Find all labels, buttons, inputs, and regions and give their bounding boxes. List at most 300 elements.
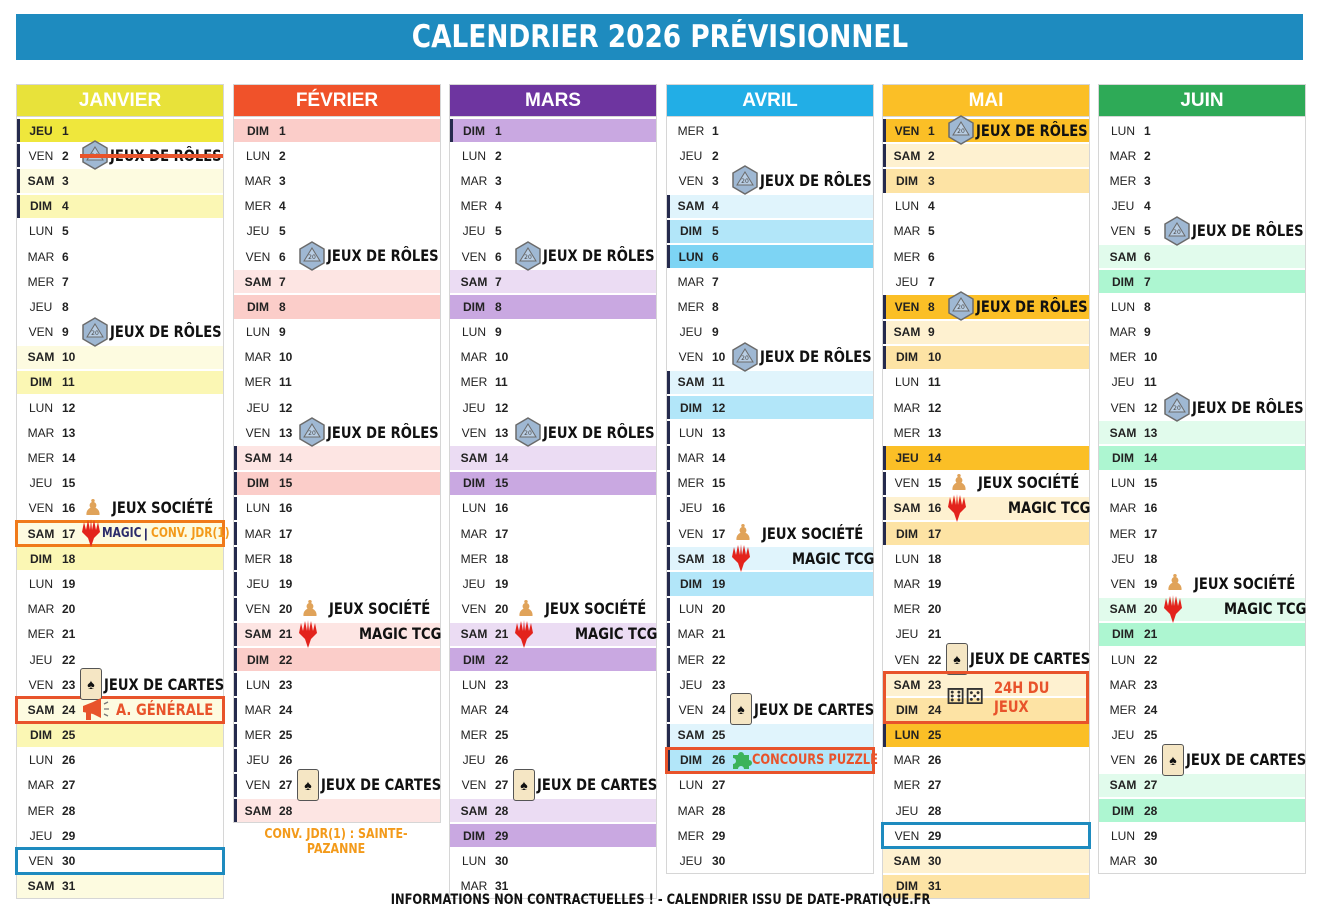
- day-row[interactable]: [667, 396, 873, 419]
- day-number: 10: [1144, 350, 1158, 365]
- day-row[interactable]: [883, 724, 1089, 747]
- event-ag[interactable]: [80, 692, 223, 726]
- day-of-week: MER: [677, 299, 705, 314]
- day-number: 2: [279, 148, 286, 163]
- day-row[interactable]: [667, 472, 873, 495]
- day-row[interactable]: [17, 522, 230, 545]
- day-row[interactable]: [234, 169, 440, 192]
- event-magic[interactable]: [1162, 592, 1305, 626]
- svg-text:20: 20: [91, 329, 99, 337]
- day-row[interactable]: [1099, 472, 1305, 495]
- day-of-week: DIM: [30, 551, 52, 566]
- day-row[interactable]: [667, 648, 873, 671]
- day-of-week: DIM: [463, 123, 485, 138]
- day-row[interactable]: [450, 371, 656, 394]
- day-row[interactable]: [17, 598, 223, 621]
- day-row[interactable]: [450, 195, 656, 218]
- day-of-week: LUN: [1110, 652, 1135, 667]
- day-of-week: VEN: [245, 778, 271, 793]
- day-row[interactable]: [1099, 799, 1305, 822]
- day-row[interactable]: [1099, 421, 1305, 444]
- event-cartes[interactable]: [297, 768, 440, 802]
- day-row[interactable]: [1099, 270, 1305, 293]
- day-row[interactable]: [234, 522, 440, 545]
- day-row[interactable]: [234, 446, 440, 469]
- day-of-week: SAM: [244, 627, 272, 642]
- day-row[interactable]: [883, 245, 1089, 268]
- day-row[interactable]: [450, 346, 656, 369]
- day-row[interactable]: [450, 295, 656, 318]
- day-row[interactable]: [17, 371, 223, 394]
- day-row[interactable]: [1099, 169, 1305, 192]
- separator: |: [144, 525, 148, 541]
- day-of-week: LUN: [28, 753, 53, 768]
- day-row[interactable]: [450, 849, 656, 872]
- day-row[interactable]: [1099, 849, 1305, 872]
- day-row[interactable]: [667, 698, 873, 721]
- day-row[interactable]: [1099, 446, 1305, 469]
- day-of-week: MER: [893, 778, 921, 793]
- day-number: 3: [928, 173, 935, 188]
- day-row[interactable]: [667, 598, 873, 621]
- day-of-week: JEU: [462, 224, 486, 239]
- day-row[interactable]: [667, 270, 873, 293]
- day-of-week: VEN: [1110, 224, 1136, 239]
- playing-card-icon: ♠: [80, 668, 102, 700]
- day-row[interactable]: [17, 245, 223, 268]
- day-row[interactable]: [883, 648, 1089, 671]
- day-row[interactable]: [450, 321, 656, 344]
- day-row[interactable]: [883, 144, 1089, 167]
- day-row[interactable]: [450, 169, 656, 192]
- day-row[interactable]: [17, 698, 223, 721]
- day-row[interactable]: [667, 195, 873, 218]
- event-puzzle[interactable]: [730, 743, 878, 777]
- day-number: 12: [712, 400, 726, 415]
- day-row[interactable]: [234, 698, 440, 721]
- day-of-week: DIM: [896, 526, 918, 541]
- day-number: 21: [712, 627, 726, 642]
- day-of-week: MER: [244, 551, 272, 566]
- day-row[interactable]: [450, 698, 656, 721]
- event-cartes[interactable]: [730, 692, 873, 726]
- event-jdr[interactable]: [946, 113, 1089, 147]
- day-row[interactable]: [234, 346, 440, 369]
- day-row[interactable]: [883, 169, 1089, 192]
- day-row[interactable]: [667, 119, 873, 142]
- day-row[interactable]: [17, 623, 223, 646]
- day-number: 27: [1144, 778, 1158, 793]
- day-row[interactable]: [234, 245, 440, 268]
- day-row[interactable]: [667, 421, 873, 444]
- day-number: 10: [495, 350, 509, 365]
- day-row[interactable]: [234, 119, 440, 142]
- day-of-week: MER: [1109, 350, 1137, 365]
- event-jdr[interactable]: [730, 163, 873, 197]
- day-row[interactable]: [450, 623, 656, 646]
- day-row[interactable]: [667, 446, 873, 469]
- event-magic[interactable]: [297, 617, 440, 651]
- day-row[interactable]: [234, 648, 440, 671]
- day-number: 29: [62, 828, 76, 843]
- day-row[interactable]: [1099, 673, 1305, 696]
- event-magic-convention[interactable]: [80, 516, 230, 550]
- day-of-week: JEU: [29, 652, 53, 667]
- day-of-week: JEU: [679, 677, 703, 692]
- day-of-week: MER: [1109, 702, 1137, 717]
- day-number: 3: [1144, 173, 1151, 188]
- day-of-week: DIM: [247, 299, 269, 314]
- day-row[interactable]: [450, 547, 656, 570]
- day-row[interactable]: [450, 648, 656, 671]
- day-row[interactable]: [17, 547, 223, 570]
- day-of-week: LUN: [1110, 476, 1135, 491]
- day-of-week: LUN: [245, 501, 270, 516]
- day-number: 26: [495, 753, 509, 768]
- event-jdr[interactable]: [730, 340, 873, 374]
- event-label: JEUX DE RÔLES: [1192, 221, 1304, 241]
- day-of-week: VEN: [461, 778, 487, 793]
- day-of-week: VEN: [1110, 753, 1136, 768]
- day-row[interactable]: [17, 446, 223, 469]
- event-jdr[interactable]: [297, 239, 440, 273]
- event-jdr[interactable]: [946, 289, 1089, 323]
- day-row[interactable]: [450, 774, 656, 797]
- day-row[interactable]: [883, 195, 1089, 218]
- event-jdr[interactable]: [297, 415, 440, 449]
- day-row[interactable]: [1099, 295, 1305, 318]
- day-row[interactable]: [234, 472, 440, 495]
- day-of-week: JEU: [895, 451, 919, 466]
- day-of-week: VEN: [1110, 576, 1136, 591]
- day-row[interactable]: [450, 799, 656, 822]
- day-row[interactable]: [234, 623, 440, 646]
- day-row[interactable]: [1099, 774, 1305, 797]
- day-row[interactable]: [883, 421, 1089, 444]
- day-row[interactable]: [1099, 321, 1305, 344]
- day-row[interactable]: [883, 774, 1089, 797]
- day-of-week: VEN: [28, 325, 54, 340]
- day-row[interactable]: [450, 673, 656, 696]
- day-row[interactable]: [450, 144, 656, 167]
- day-row[interactable]: [450, 824, 656, 847]
- day-row[interactable]: [17, 824, 223, 847]
- day-number: 3: [712, 173, 719, 188]
- d20-dice-icon: [297, 241, 327, 271]
- day-number: 12: [62, 400, 76, 415]
- day-row[interactable]: [450, 245, 656, 268]
- day-of-week: LUN: [245, 148, 270, 163]
- day-number: 20: [62, 602, 76, 617]
- day-row[interactable]: [883, 572, 1089, 595]
- day-number: 9: [712, 325, 719, 340]
- day-row[interactable]: [234, 673, 440, 696]
- day-row[interactable]: [1099, 346, 1305, 369]
- day-of-week: DIM: [463, 299, 485, 314]
- day-row[interactable]: [1099, 220, 1305, 243]
- event-jdr[interactable]: [513, 239, 656, 273]
- day-row[interactable]: [883, 321, 1089, 344]
- day-row[interactable]: [234, 295, 440, 318]
- day-row[interactable]: [1099, 648, 1305, 671]
- day-row[interactable]: [1099, 396, 1305, 419]
- day-number: 29: [495, 828, 509, 843]
- day-row[interactable]: [234, 321, 440, 344]
- day-row[interactable]: [17, 396, 223, 419]
- day-number: 18: [1144, 551, 1158, 566]
- day-of-week: MAR: [677, 803, 705, 818]
- day-row[interactable]: [883, 824, 1089, 847]
- day-row[interactable]: [1099, 144, 1305, 167]
- day-number: 18: [62, 551, 76, 566]
- event-label: JEUX DE RÔLES: [327, 246, 439, 266]
- day-row[interactable]: [17, 572, 223, 595]
- day-number: 28: [928, 803, 942, 818]
- event-cartes[interactable]: [1162, 743, 1305, 777]
- day-row[interactable]: [883, 295, 1089, 318]
- day-number: 6: [1144, 249, 1151, 264]
- day-number: 31: [495, 879, 509, 894]
- day-number: 9: [928, 325, 935, 340]
- day-number: 23: [279, 677, 293, 692]
- day-number: 2: [1144, 148, 1151, 163]
- day-number: 12: [279, 400, 293, 415]
- magic-tcg-icon: [513, 619, 535, 649]
- day-row[interactable]: [667, 572, 873, 595]
- event-label: JEUX DE CARTES: [754, 699, 875, 719]
- day-number: 18: [495, 551, 509, 566]
- day-number: 14: [1144, 451, 1158, 466]
- day-row[interactable]: [883, 598, 1089, 621]
- day-of-week: SAM: [677, 199, 705, 214]
- day-row[interactable]: [1099, 824, 1305, 847]
- day-row[interactable]: [17, 749, 223, 772]
- day-number: 1: [279, 123, 286, 138]
- day-row[interactable]: [883, 497, 1089, 520]
- day-number: 1: [495, 123, 502, 138]
- day-row[interactable]: [450, 724, 656, 747]
- day-row[interactable]: [17, 421, 223, 444]
- event-cartes[interactable]: [946, 642, 1089, 676]
- day-of-week: JEU: [1111, 375, 1135, 390]
- day-row[interactable]: [17, 144, 223, 167]
- day-row[interactable]: [234, 195, 440, 218]
- day-row[interactable]: [17, 321, 223, 344]
- day-row[interactable]: [234, 774, 440, 797]
- day-number: 7: [495, 274, 502, 289]
- event-magic[interactable]: [513, 617, 656, 651]
- day-number: 29: [1144, 828, 1158, 843]
- day-number: 6: [928, 249, 935, 264]
- day-row[interactable]: [667, 849, 873, 872]
- day-row[interactable]: [17, 799, 223, 822]
- day-row[interactable]: [234, 547, 440, 570]
- day-row[interactable]: [1099, 119, 1305, 142]
- day-row[interactable]: [883, 346, 1089, 369]
- day-number: 18: [928, 551, 942, 566]
- day-number: 21: [62, 627, 76, 642]
- day-row[interactable]: [667, 245, 873, 268]
- event-label: JEUX DE RÔLES: [543, 422, 655, 442]
- day-number: 25: [279, 728, 293, 743]
- day-of-week: MAR: [1109, 854, 1137, 869]
- event-label: JEUX DE CARTES: [321, 775, 442, 795]
- day-row[interactable]: [234, 497, 440, 520]
- day-row[interactable]: [1099, 497, 1305, 520]
- day-number: 12: [1144, 400, 1158, 415]
- day-row[interactable]: [883, 522, 1089, 545]
- day-of-week: VEN: [1110, 400, 1136, 415]
- day-number: 11: [712, 375, 725, 390]
- day-row[interactable]: [17, 774, 223, 797]
- day-of-week: VEN: [894, 299, 920, 314]
- day-row[interactable]: [1099, 245, 1305, 268]
- day-of-week: VEN: [28, 501, 54, 516]
- day-of-week: MAR: [893, 400, 921, 415]
- day-row[interactable]: [234, 371, 440, 394]
- day-row[interactable]: [17, 169, 223, 192]
- day-row[interactable]: [1099, 598, 1305, 621]
- day-of-week: MAR: [1109, 148, 1137, 163]
- day-row[interactable]: [667, 346, 873, 369]
- day-row[interactable]: [667, 749, 878, 772]
- event-jdr[interactable]: [80, 315, 223, 349]
- day-row[interactable]: [667, 774, 873, 797]
- day-number: 13: [62, 425, 76, 440]
- day-row[interactable]: [450, 472, 656, 495]
- event-label: MAGIC: [102, 525, 142, 541]
- magic-tcg-icon: [730, 543, 752, 573]
- day-number: 1: [712, 123, 719, 138]
- day-row[interactable]: [667, 799, 873, 822]
- day-of-week: MAR: [460, 350, 488, 365]
- day-number: 9: [62, 325, 69, 340]
- magic-tcg-icon: [80, 518, 102, 548]
- day-row[interactable]: [883, 849, 1089, 872]
- day-of-week: SAM: [244, 451, 272, 466]
- day-row[interactable]: [667, 824, 873, 847]
- day-of-week: MER: [1109, 173, 1137, 188]
- day-of-week: MER: [677, 652, 705, 667]
- day-number: 29: [928, 828, 942, 843]
- day-row[interactable]: [450, 522, 656, 545]
- day-number: 10: [279, 350, 293, 365]
- svg-text:20: 20: [741, 178, 749, 186]
- day-row[interactable]: [883, 119, 1089, 142]
- day-row[interactable]: [883, 749, 1089, 772]
- day-row[interactable]: [667, 623, 873, 646]
- day-row[interactable]: [667, 547, 873, 570]
- day-row[interactable]: [17, 346, 223, 369]
- day-row[interactable]: [234, 799, 440, 822]
- day-row[interactable]: [17, 270, 223, 293]
- day-row[interactable]: [883, 799, 1089, 822]
- day-row[interactable]: [17, 220, 223, 243]
- day-of-week: JEU: [29, 299, 53, 314]
- day-row[interactable]: [1099, 698, 1305, 721]
- day-number: 22: [62, 652, 76, 667]
- day-number: 16: [712, 501, 726, 516]
- day-row[interactable]: [17, 849, 223, 872]
- day-number: 14: [928, 451, 942, 466]
- day-row[interactable]: [450, 421, 656, 444]
- day-of-week: JEU: [679, 854, 703, 869]
- day-number: 24: [1144, 702, 1158, 717]
- day-row[interactable]: [883, 396, 1089, 419]
- day-of-week: LUN: [894, 199, 919, 214]
- day-of-week: MAR: [27, 778, 55, 793]
- day-row[interactable]: [667, 169, 873, 192]
- day-row[interactable]: [450, 270, 656, 293]
- day-number: 28: [1144, 803, 1158, 818]
- day-of-week: LUN: [461, 677, 486, 692]
- day-of-week: SAM: [1109, 425, 1137, 440]
- event-cartes[interactable]: [513, 768, 656, 802]
- day-row[interactable]: [450, 446, 656, 469]
- day-row[interactable]: [234, 270, 440, 293]
- day-of-week: VEN: [28, 677, 54, 692]
- day-row[interactable]: [234, 144, 440, 167]
- day-number: 21: [928, 627, 942, 642]
- magic-tcg-icon: [297, 619, 319, 649]
- month-header: MAI: [882, 84, 1090, 117]
- day-number: 19: [279, 576, 293, 591]
- event-magic[interactable]: [946, 491, 1089, 525]
- day-row[interactable]: [1099, 749, 1305, 772]
- event-magic[interactable]: [730, 541, 873, 575]
- day-row[interactable]: [667, 295, 873, 318]
- day-number: 4: [928, 199, 935, 214]
- day-row[interactable]: [234, 724, 440, 747]
- day-number: 17: [712, 526, 726, 541]
- d20-dice-icon: [946, 115, 976, 145]
- event-jdr[interactable]: [1162, 214, 1305, 248]
- day-row[interactable]: [17, 724, 223, 747]
- day-row[interactable]: [1099, 522, 1305, 545]
- day-row[interactable]: [17, 195, 223, 218]
- day-of-week: VEN: [894, 123, 920, 138]
- event-jdr[interactable]: [513, 415, 656, 449]
- month-column-janvier: [16, 84, 230, 899]
- day-row[interactable]: [667, 371, 873, 394]
- event-label: JEUX SOCIÉTÉ: [112, 498, 214, 518]
- day-row[interactable]: [1099, 623, 1305, 646]
- day-number: 3: [279, 173, 286, 188]
- day-row[interactable]: [450, 119, 656, 142]
- event-jdr[interactable]: [1162, 390, 1305, 424]
- day-of-week: JEU: [246, 753, 270, 768]
- day-row[interactable]: [883, 371, 1089, 394]
- day-row[interactable]: [883, 220, 1089, 243]
- day-of-week: SAM: [677, 375, 705, 390]
- day-of-week: MAR: [893, 576, 921, 591]
- day-row[interactable]: [883, 547, 1089, 570]
- day-number: 17: [62, 526, 76, 541]
- meeple-icon: ♟: [949, 469, 969, 495]
- d20-dice-icon: [513, 241, 543, 271]
- event-24h-du-jeux[interactable]: [946, 675, 1085, 719]
- day-row[interactable]: [450, 497, 656, 520]
- meeple-icon: ♟: [1165, 570, 1185, 596]
- day-row[interactable]: [234, 421, 440, 444]
- day-row[interactable]: [667, 220, 873, 243]
- day-number: 5: [928, 224, 935, 239]
- day-number: 21: [495, 627, 509, 642]
- day-of-week: LUN: [1110, 299, 1135, 314]
- day-of-week: VEN: [678, 173, 704, 188]
- day-number: 26: [928, 753, 942, 768]
- month-header: JANVIER: [16, 84, 224, 117]
